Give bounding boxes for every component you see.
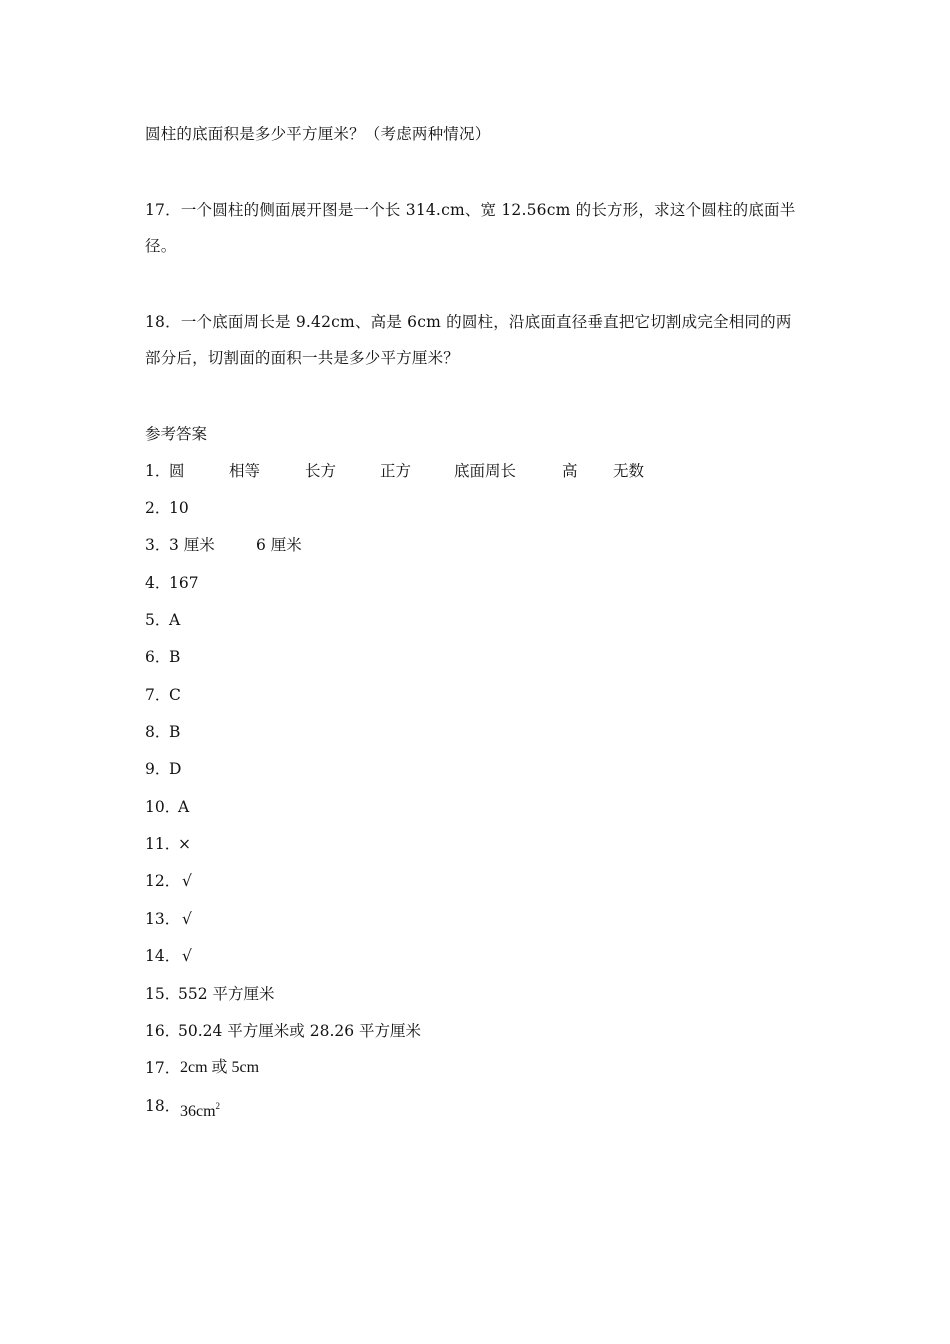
answer-number: 8． <box>145 723 171 741</box>
answer-part: 长方 <box>305 462 337 480</box>
answer-value: √ <box>182 910 192 928</box>
answer-value: 10 <box>169 499 189 517</box>
answer-17 <box>145 1057 259 1079</box>
answer-number: 13． <box>145 910 181 928</box>
answer-part: 正方 <box>380 462 412 480</box>
answer-number: 12． <box>145 872 181 890</box>
answer-number: 9． <box>145 760 171 778</box>
answer-number: 1． <box>145 462 171 480</box>
answer-13 <box>145 908 192 930</box>
answer-11 <box>145 833 191 855</box>
answer-number: 7． <box>145 686 171 704</box>
answer-number: 4． <box>145 574 171 592</box>
answer-3 <box>145 534 302 556</box>
answer-number: 15． <box>145 985 181 1003</box>
q18-text-line1: 18．一个底面周长是 9.42cm、高是 6cm 的圆柱，沿底面直径垂直把它切割成完全相同的两 <box>145 313 792 331</box>
answer-12 <box>145 870 192 892</box>
answer-value-wrap <box>180 1095 220 1123</box>
answer-18 <box>145 1095 220 1123</box>
answer-number: 10． <box>145 798 181 816</box>
answer-part: 底面周长 <box>454 462 517 480</box>
answer-value: × <box>178 835 191 853</box>
answer-superscript: 2 <box>215 1101 221 1111</box>
q18-text-line2: 部分后，切割面的面积一共是多少平方厘米？ <box>145 349 460 367</box>
answer-14 <box>145 945 192 967</box>
q17-text-line2: 径。 <box>145 237 177 255</box>
answer-1 <box>145 460 644 482</box>
answer-value: D <box>169 760 182 778</box>
answer-part: 3 厘米 <box>169 536 215 554</box>
answer-number: 3． <box>145 536 171 554</box>
answer-8 <box>145 721 180 743</box>
answer-7 <box>145 684 181 706</box>
answer-value: B <box>169 648 181 666</box>
answer-value: √ <box>182 947 192 965</box>
answer-15 <box>145 983 275 1005</box>
answer-number: 17． <box>145 1059 181 1077</box>
answer-value: 552 平方厘米 <box>178 985 275 1003</box>
q16-tail-text: 圆柱的底面积是多少平方厘米？（考虑两种情况） <box>145 125 491 143</box>
answer-number: 11． <box>145 835 181 853</box>
answers-heading: 参考答案 <box>145 425 208 443</box>
answer-number: 2． <box>145 499 171 517</box>
answer-value: A <box>169 611 181 629</box>
answer-number: 14． <box>145 947 181 965</box>
answer-part: 无数 <box>613 462 645 480</box>
answer-part: 相等 <box>229 462 261 480</box>
answer-part: 6 厘米 <box>256 536 302 554</box>
answer-value: A <box>178 798 190 816</box>
answer-16 <box>145 1020 421 1042</box>
answer-value: 2cm 或 5cm <box>180 1059 260 1076</box>
answer-9 <box>145 758 181 780</box>
answer-value: B <box>169 723 181 741</box>
answer-value: 167 <box>169 574 199 592</box>
answer-value: 50.24 平方厘米或 28.26 平方厘米 <box>178 1022 422 1040</box>
answer-number: 6． <box>145 648 171 666</box>
answer-part: 高 <box>562 462 578 480</box>
answer-value: √ <box>182 872 192 890</box>
answer-6 <box>145 646 180 668</box>
answer-10 <box>145 796 189 818</box>
answer-5 <box>145 609 180 631</box>
answer-2 <box>145 497 189 519</box>
answer-part: 圆 <box>169 462 185 480</box>
answer-number: 18． <box>145 1097 181 1115</box>
q17-text-line1: 17．一个圆柱的侧面展开图是一个长 314.cm、宽 12.56cm 的长方形，求这个圆柱的底面半 <box>145 201 796 219</box>
answer-value: 36cm <box>180 1103 216 1120</box>
answer-value: C <box>169 686 181 704</box>
answer-4 <box>145 572 199 594</box>
answer-number: 5． <box>145 611 171 629</box>
answer-number: 16． <box>145 1022 181 1040</box>
